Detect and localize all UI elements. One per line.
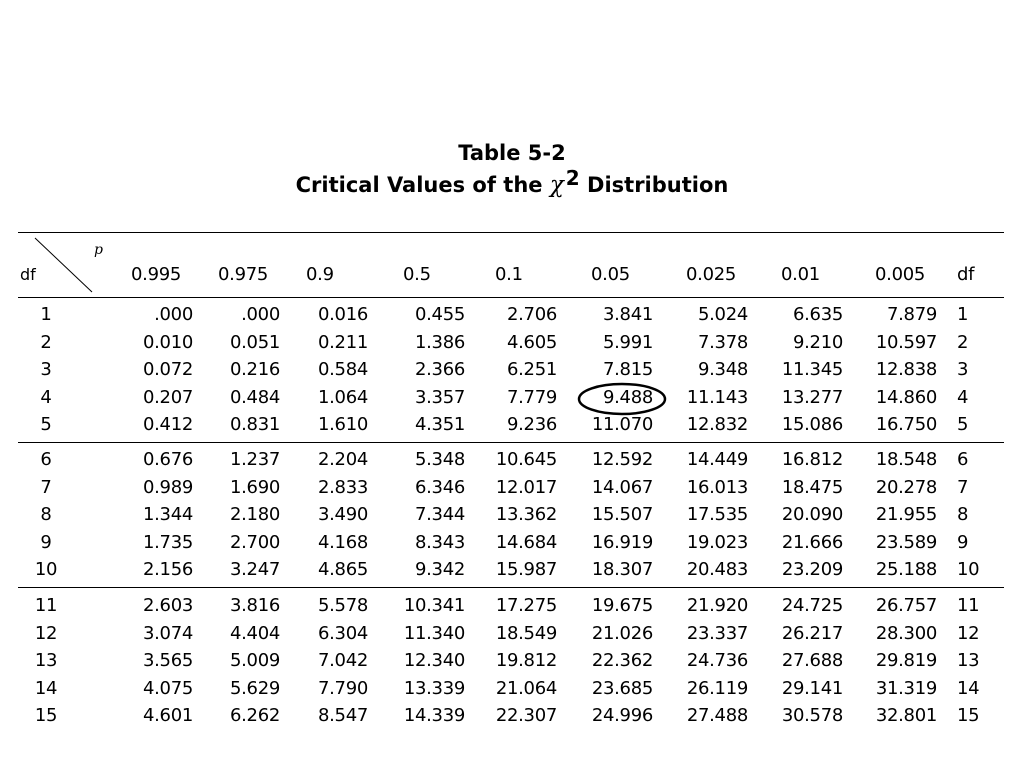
table-cell: 26.757 (875, 595, 937, 616)
column-header-df-right: df (957, 264, 975, 285)
row-df-right: 10 (957, 559, 980, 580)
table-cell: 16.013 (686, 476, 748, 498)
table-cell: 4.404 (229, 622, 280, 644)
row-df-left: 7 (40, 476, 52, 498)
table-cell: 23.589 (875, 531, 937, 553)
row-df-right: 5 (957, 414, 969, 435)
row-df-left: 10 (34, 559, 58, 580)
table-cell: 4.168 (317, 531, 368, 553)
table-cell: 10.597 (875, 331, 937, 353)
table-cell: 7.815 (602, 359, 653, 380)
table-cell: 15.507 (591, 504, 653, 525)
table-cell: 6.635 (792, 304, 843, 325)
row-df-right: 13 (957, 650, 980, 671)
table-cell: 24.736 (686, 650, 748, 671)
table-cell: 4.865 (317, 559, 368, 580)
table-cell: 0.989 (142, 476, 193, 498)
table-cell: 18.475 (781, 476, 843, 498)
table-cell: 19.023 (686, 531, 748, 553)
table-cell: 7.344 (414, 504, 465, 525)
table-cell: 21.920 (686, 595, 748, 616)
row-df-right: 2 (957, 331, 969, 353)
table-cell: 5.348 (414, 449, 465, 470)
table-cell: 1.610 (317, 414, 368, 435)
table-cell: 5.991 (602, 331, 653, 353)
table-cell: 18.307 (591, 559, 653, 580)
table-number: Table 5-2 (458, 141, 566, 165)
row-df-right: 8 (957, 504, 969, 525)
table-cell: 0.831 (229, 414, 280, 435)
table-cell: 13.339 (403, 677, 465, 699)
table-cell: 2.700 (229, 531, 280, 553)
table-cell: 11.345 (781, 359, 843, 380)
chi-power: 2 (565, 166, 580, 190)
row-df-left: 5 (40, 414, 52, 435)
table-cell: 11.143 (686, 386, 748, 408)
column-header-p-0_975: 0.975 (218, 264, 269, 285)
table-cell: 5.009 (229, 650, 280, 671)
corner-p-label: p (94, 242, 103, 258)
row-df-left: 11 (34, 595, 58, 616)
table-cell: 6.304 (317, 622, 368, 644)
row-df-left: 6 (40, 449, 52, 470)
table-cell: 12.340 (403, 650, 465, 671)
table-cell: 4.605 (506, 331, 557, 353)
table-cell: 3.841 (602, 304, 653, 325)
table-cell: 14.339 (403, 705, 465, 726)
table-cell: 7.879 (886, 304, 937, 325)
table-cell: 4.351 (414, 414, 465, 435)
table-cell: 11.340 (403, 622, 465, 644)
table-cell: 12.838 (875, 359, 937, 380)
table-cell: 20.483 (686, 559, 748, 580)
table-cell: 0.584 (317, 359, 368, 380)
table-cell: 23.685 (591, 677, 653, 699)
table-cell: 21.955 (875, 504, 937, 525)
table-cell: 13.277 (781, 386, 843, 408)
row-df-left: 14 (34, 677, 58, 699)
table-cell: 1.735 (142, 531, 193, 553)
table-cell: 14.067 (591, 476, 653, 498)
table-cell: 9.236 (506, 414, 557, 435)
table-cell: 7.790 (317, 677, 368, 699)
row-df-right: 11 (957, 595, 980, 616)
row-df-left: 1 (40, 304, 52, 325)
table-cell: 18.548 (875, 449, 937, 470)
table-cell: 17.275 (495, 595, 557, 616)
row-df-right: 15 (957, 705, 980, 726)
table-cell: 7.042 (317, 650, 368, 671)
table-cell: 0.484 (229, 386, 280, 408)
table-cell: 4.075 (142, 677, 193, 699)
table-cell: 3.816 (229, 595, 280, 616)
table-cell: 22.307 (495, 705, 557, 726)
table-cell: 3.490 (317, 504, 368, 525)
table-cell: 2.706 (506, 304, 557, 325)
table-cell: 8.547 (317, 705, 368, 726)
table-cell: 6.262 (229, 705, 280, 726)
row-df-right: 1 (957, 304, 969, 325)
table-cell: 0.016 (317, 304, 368, 325)
row-df-right: 3 (957, 359, 969, 380)
table-cell: 19.675 (591, 595, 653, 616)
table-cell: 3.565 (142, 650, 193, 671)
table-cell: 5.629 (229, 677, 280, 699)
row-df-left: 8 (40, 504, 52, 525)
table-cell: 6.251 (506, 359, 557, 380)
table-cell: 3.074 (142, 622, 193, 644)
table-cell: .000 (154, 304, 193, 325)
table-cell: 25.188 (875, 559, 937, 580)
table-cell: 2.204 (317, 449, 368, 470)
table-cell: 26.217 (781, 622, 843, 644)
table-cell: 0.051 (229, 331, 280, 353)
row-df-left: 15 (34, 705, 58, 726)
table-cell: 28.300 (875, 622, 937, 644)
column-header-p-0_025: 0.025 (686, 264, 737, 285)
caption-suffix: Distribution (579, 173, 729, 197)
table-cell: 0.455 (414, 304, 465, 325)
table-cell: 32.801 (875, 705, 937, 726)
column-header-p-0_9: 0.9 (306, 264, 334, 285)
table-cell: 1.344 (142, 504, 193, 525)
table-cell: 20.278 (875, 476, 937, 498)
table-cell: 19.812 (495, 650, 557, 671)
chi-symbol: χ (549, 172, 564, 198)
table-cell: 5.578 (317, 595, 368, 616)
table-cell: 11.070 (591, 414, 653, 435)
column-header-p-0_5: 0.5 (403, 264, 431, 285)
table-cell: 9.210 (792, 331, 843, 353)
table-cell: 1.237 (229, 449, 280, 470)
table-cell: 15.086 (781, 414, 843, 435)
table-cell: 12.017 (495, 476, 557, 498)
corner-df-label: df (20, 265, 36, 284)
table-cell: 23.209 (781, 559, 843, 580)
row-df-left: 9 (40, 531, 52, 553)
table-cell: 9.348 (697, 359, 748, 380)
table-cell: 16.750 (875, 414, 937, 435)
table-cell: 30.578 (781, 705, 843, 726)
table-cell: 0.010 (142, 331, 193, 353)
table-cell: 27.488 (686, 705, 748, 726)
table-cell: 0.211 (317, 331, 368, 353)
table-cell: 2.366 (414, 359, 465, 380)
row-df-right: 12 (957, 622, 980, 644)
row-df-right: 7 (957, 476, 969, 498)
row-df-right: 4 (957, 386, 969, 408)
table-cell: 10.341 (403, 595, 465, 616)
table-cell: 2.603 (142, 595, 193, 616)
column-header-p-0_1: 0.1 (495, 264, 523, 285)
table-cell: 0.072 (142, 359, 193, 380)
table-cell: 27.688 (781, 650, 843, 671)
row-df-left: 3 (40, 359, 52, 380)
row-df-left: 12 (34, 622, 58, 644)
table-cell: 14.684 (495, 531, 557, 553)
table-cell: 0.207 (142, 386, 193, 408)
table-cell: 21.666 (781, 531, 843, 553)
table-cell: .000 (241, 304, 280, 325)
row-df-left: 2 (40, 331, 52, 353)
table-cell: 4.601 (142, 705, 193, 726)
table-cell: 1.386 (414, 331, 465, 353)
table-cell: 0.412 (142, 414, 193, 435)
table-cell: 24.725 (781, 595, 843, 616)
table-cell: 16.919 (591, 531, 653, 553)
table-cell: 22.362 (591, 650, 653, 671)
column-header-p-0_01: 0.01 (781, 264, 820, 285)
table-cell: 2.156 (142, 559, 193, 580)
table-cell: 12.592 (591, 449, 653, 470)
table-cell: 26.119 (686, 677, 748, 699)
table-cell: 29.819 (875, 650, 937, 671)
table-cell: 8.343 (414, 531, 465, 553)
table-cell: 1.064 (317, 386, 368, 408)
table-cell: 21.026 (591, 622, 653, 644)
table-cell: 7.378 (697, 331, 748, 353)
table-cell: 9.488 (602, 386, 653, 408)
column-header-p-0_995: 0.995 (131, 264, 182, 285)
row-df-right: 14 (957, 677, 980, 699)
table-cell: 24.996 (591, 705, 653, 726)
table-cell: 2.833 (317, 476, 368, 498)
table-cell: 16.812 (781, 449, 843, 470)
table-cell: 12.832 (686, 414, 748, 435)
row-df-left: 4 (40, 386, 52, 408)
table-cell: 0.216 (229, 359, 280, 380)
caption-prefix: Critical Values of the (295, 173, 550, 197)
row-df-left: 13 (34, 650, 58, 671)
table-cell: 21.064 (495, 677, 557, 699)
table-cell: 18.549 (495, 622, 557, 644)
table-cell: 3.247 (229, 559, 280, 580)
table-cell: 14.860 (875, 386, 937, 408)
table-cell: 0.676 (142, 449, 193, 470)
table-cell: 23.337 (686, 622, 748, 644)
table-cell: 14.449 (686, 449, 748, 470)
table-cell: 29.141 (781, 677, 843, 699)
table-cell: 9.342 (414, 559, 465, 580)
table-cell: 31.319 (875, 677, 937, 699)
column-header-p-0_05: 0.05 (591, 264, 630, 285)
row-df-right: 6 (957, 449, 969, 470)
table-cell: 7.779 (506, 386, 557, 408)
table-cell: 5.024 (697, 304, 748, 325)
row-df-right: 9 (957, 531, 969, 553)
column-header-p-0_005: 0.005 (875, 264, 926, 285)
table-cell: 20.090 (781, 504, 843, 525)
table-cell: 1.690 (229, 476, 280, 498)
table-cell: 2.180 (229, 504, 280, 525)
table-cell: 6.346 (414, 476, 465, 498)
table-cell: 17.535 (686, 504, 748, 525)
table-cell: 15.987 (495, 559, 557, 580)
table-cell: 3.357 (414, 386, 465, 408)
table-cell: 13.362 (495, 504, 557, 525)
table-cell: 10.645 (495, 449, 557, 470)
